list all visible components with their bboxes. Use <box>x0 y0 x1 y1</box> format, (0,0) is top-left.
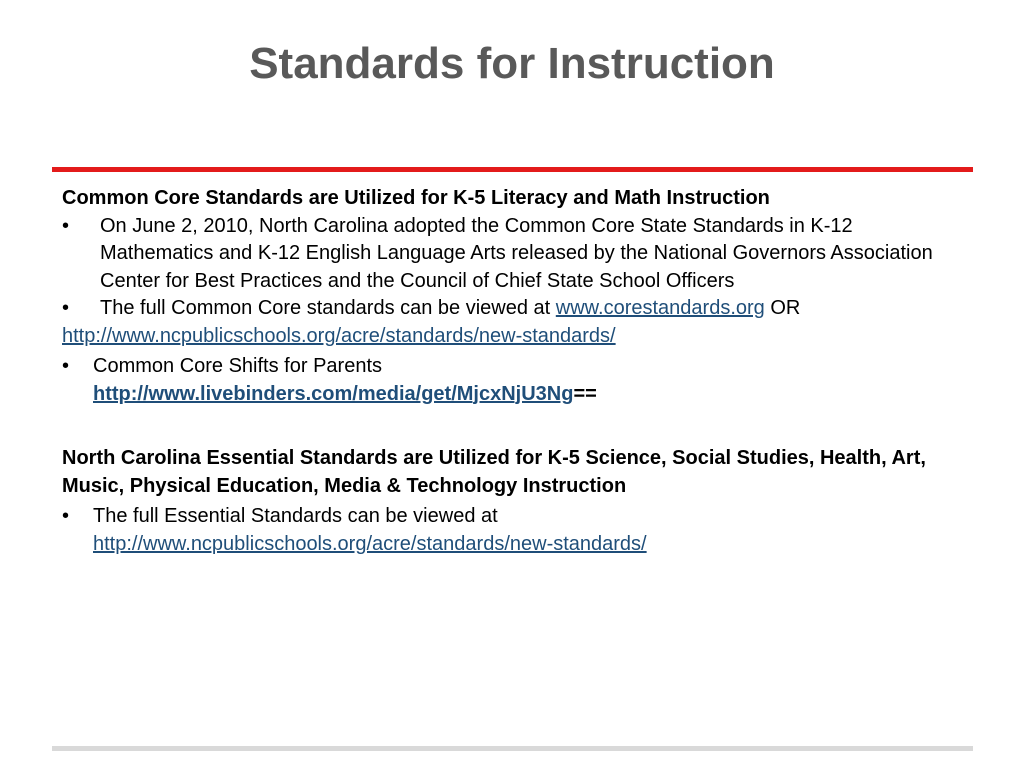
shifts-for-parents-text: Common Core Shifts for Parents <box>93 355 382 377</box>
list-item <box>62 353 967 408</box>
essential-standards-link[interactable]: http://www.ncpublicschools.org/acre/standards/new-standards/ <box>93 532 647 555</box>
list-item <box>62 213 967 296</box>
ncpublicschools-link[interactable]: http://www.ncpublicschools.org/acre/standards/new-standards/ <box>62 324 616 347</box>
essential-standards-heading: North Carolina Essential Standards are Utilized for K-5 Science, Social Studies, Health, Art, Music, Physical Education, Media & Technology Instruction <box>62 447 926 497</box>
essential-standards-text: The full Essential Standards can be viewed at <box>93 505 498 527</box>
livebinders-suffix: == <box>573 382 597 405</box>
bullet-icon: • <box>62 505 70 527</box>
slide-body <box>62 185 967 558</box>
adoption-text: On June 2, 2010, North Carolina adopted the Common Core State Standards in K-12 Mathematics and K-12 English Language Arts released by the National Governors Association Center for Best Practices and the Council of Chief State School Officers <box>100 214 933 292</box>
footer-divider <box>52 746 973 751</box>
spacer <box>62 408 967 445</box>
slide-title: Standards for Instruction <box>249 39 775 88</box>
list-item <box>62 503 967 558</box>
bullet-icon: • <box>62 214 70 237</box>
or-text: OR <box>770 297 801 319</box>
corestandards-link[interactable]: www.corestandards.org <box>555 297 765 319</box>
ncpublicschools-line <box>62 323 967 351</box>
livebinders-link[interactable]: http://www.livebinders.com/media/get/MjcxNjU3Ng <box>93 382 574 405</box>
list-item <box>62 295 967 323</box>
title-divider <box>52 167 973 172</box>
bullet-icon: • <box>62 297 70 319</box>
corestandards-intro-text: The full Common Core standards can be viewed at <box>100 297 551 319</box>
common-core-heading: Common Core Standards are Utilized for K-5 Literacy and Math Instruction <box>62 187 770 209</box>
bullet-icon: • <box>62 355 70 377</box>
